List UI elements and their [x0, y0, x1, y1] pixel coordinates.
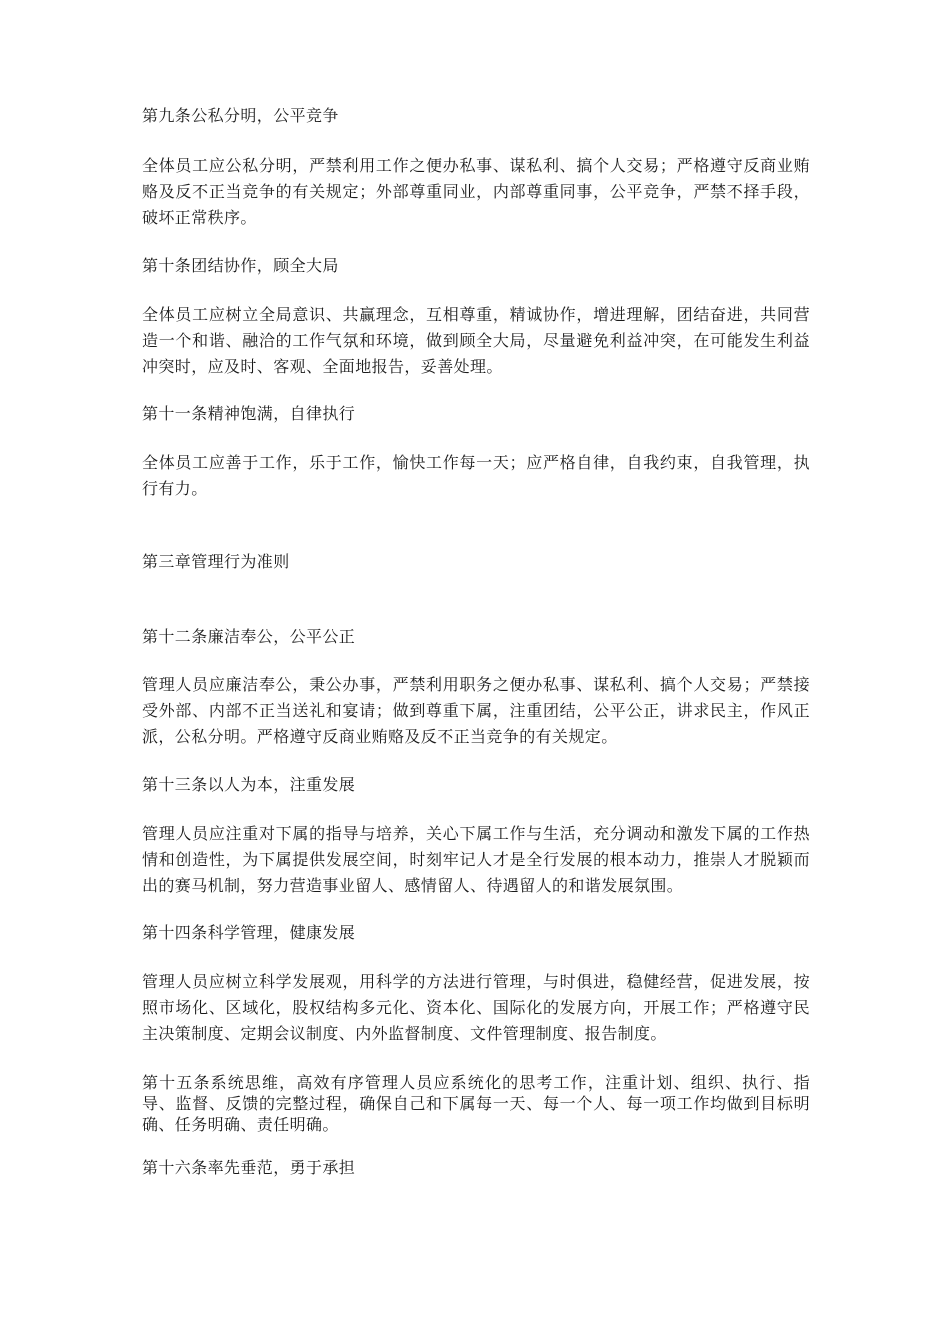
article-12-heading: 第十二条廉洁奉公，公平公正 [142, 627, 356, 646]
article-9-heading: 第九条公私分明，公平竞争 [142, 106, 339, 125]
article-9-paragraph: 全体员工应公私分明，严禁利用工作之便办私事、谋私利、搞个人交易；严格遵守反商业贿赂及反不正当竞争的有关规定；外部尊重同业，内部尊重同事，公平竞争，严禁不择手段，破坏正常秩序。 [142, 156, 810, 227]
article-11-heading: 第十一条精神饱满，自律执行 [142, 404, 356, 423]
article-10-heading: 第十条团结协作，顾全大局 [142, 256, 339, 275]
article-14-heading: 第十四条科学管理，健康发展 [142, 923, 356, 942]
article-11-paragraph: 全体员工应善于工作，乐于工作，愉快工作每一天；应严格自律，自我约束，自我管理，执行有力。 [142, 453, 810, 498]
article-14-paragraph: 管理人员应树立科学发展观，用科学的方法进行管理，与时俱进，稳健经营，促进发展，按照市场化、区域化，股权结构多元化、资本化、国际化的发展方向，开展工作；严格遵守民主决策制度、定期会议制度、内外监督制度、文件管理制度、报告制度。 [142, 972, 810, 1043]
article-16-heading: 第十六条率先垂范，勇于承担 [142, 1158, 356, 1177]
article-13-heading: 第十三条以人为本，注重发展 [142, 775, 356, 794]
article-10-paragraph: 全体员工应树立全局意识、共赢理念，互相尊重，精诚协作，增进理解，团结奋进，共同营造一个和谐、融洽的工作气氛和环境，做到顾全大局，尽量避免利益冲突，在可能发生利益冲突时，应及时、客观、全面地报告，妥善处理。 [142, 305, 810, 376]
chapter-3-title: 第三章管理行为准则 [142, 552, 290, 571]
article-12-paragraph: 管理人员应廉洁奉公，秉公办事，严禁利用职务之便办私事、谋私利、搞个人交易；严禁接受外部、内部不正当送礼和宴请；做到尊重下属，注重团结，公平公正，讲求民主，作风正派，公私分明。严格遵守反商业贿赂及反不正当竞争的有关规定。 [142, 675, 810, 746]
article-13-paragraph: 管理人员应注重对下属的指导与培养，关心下属工作与生活，充分调动和激发下属的工作热情和创造性，为下属提供发展空间，时刻牢记人才是全行发展的根本动力，推崇人才脱颖而出的赛马机制，努力营造事业留人、感情留人、待遇留人的和谐发展氛围。 [142, 824, 810, 895]
article-15-paragraph: 第十五条系统思维，高效有序管理人员应系统化的思考工作，注重计划、组织、执行、指导、监督、反馈的完整过程，确保自己和下属每一天、每一个人、每一项工作均做到目标明确、任务明确、责任明确。 [142, 1073, 810, 1134]
